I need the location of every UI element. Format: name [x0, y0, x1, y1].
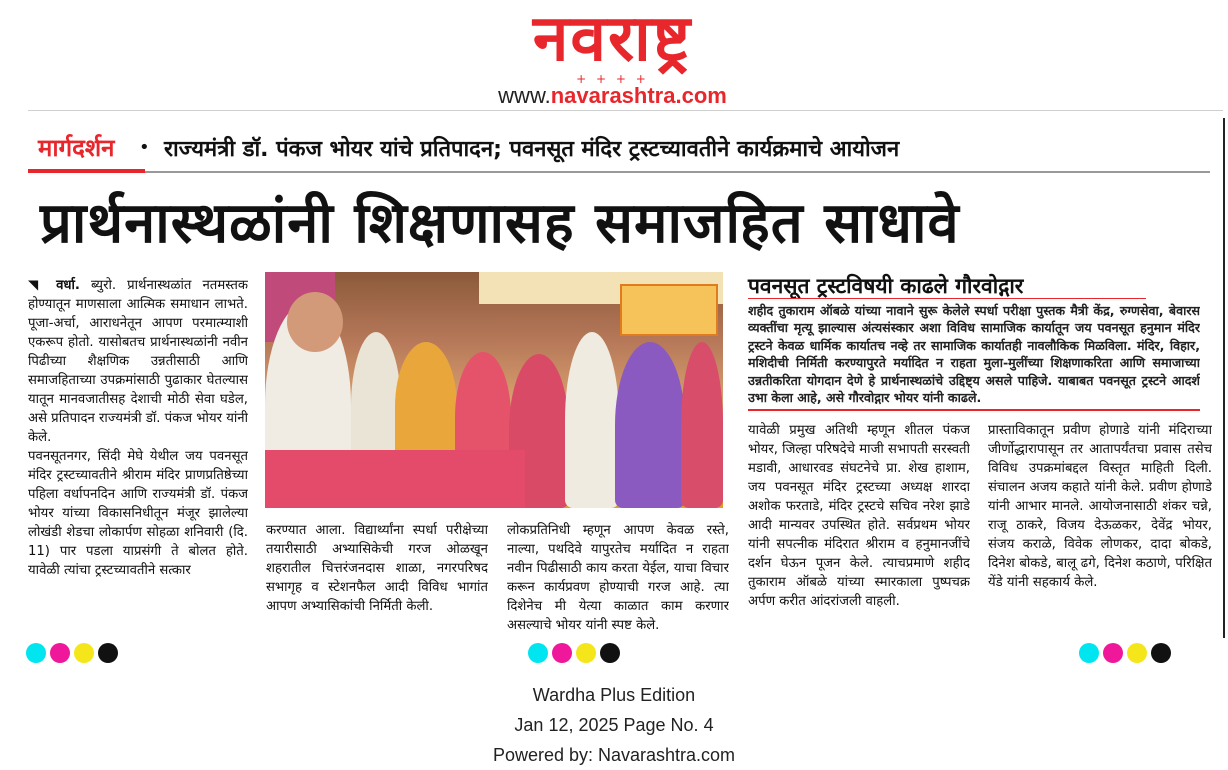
lead-paragraph	[28, 276, 248, 447]
magenta-mark	[1103, 643, 1123, 663]
article-column-5: प्रास्ताविकातून प्रवीण होणाडे यांनी मंदिराच्या जीर्णोद्धारापासून तर आतापर्यंतचा प्रवास तसेच विविध उपक्रमांबद्दल विस्तृत माहिती दिली. संचालन अजय कहाते यांनी केले. प्रवीण होणाडे यांनी आभार मानले. आयोजनासाठी शंकर चन्ने, राजू ठाकरे, विजय देऊळकर, देवेंद्र भोयर, संजय कराळे, विवेक लोणकर, दादा बोकडे, दिनेश बोकडे, बालू ढगे, दिनेश कठाणे, परिक्षित येंडे यांनी सहकार्य केले.	[988, 423, 1212, 590]
kicker-bullet: •	[139, 137, 150, 158]
page-footer	[0, 680, 1228, 770]
photo-person	[615, 342, 685, 508]
headline: प्रार्थनास्थळांनी शिक्षणासह समाजहित साधावे	[40, 190, 960, 256]
event-photo	[265, 272, 723, 508]
edition-label: Wardha Plus Edition	[532, 685, 696, 705]
black-mark	[98, 643, 118, 663]
article-column-3: लोकप्रतिनिधी म्हणून आपण केवळ रस्ते, नाल्या, पथदिवे यापुरतेच मर्यादित न राहता नवीन पिढीसाठी काय करता येईल, याचा विचार करून कार्यप्रवण होण्याची गरज आहे. त्या दिशेनेच मी येत्या काळात काम करणार असल्याचे भोयर यांनी स्पष्ट केले.	[507, 523, 729, 633]
kicker-tag: मार्गदर्शन	[38, 134, 115, 162]
box-bottom-rule	[748, 409, 1200, 411]
url-prefix: www.	[498, 83, 551, 108]
cyan-mark	[528, 643, 548, 663]
logo-stars: + + + +	[576, 72, 649, 86]
registration-marks-right	[1079, 643, 1175, 665]
box-text: शहीद तुकाराम ऑबळे यांच्या नावाने सुरू केलेले स्पर्धा परीक्षा पुस्तक मैत्री केंद्र, रुग्णसेवा, बेवारस व्यक्तींचा मृत्यू झाल्यास अंत्यसंस्कार अशा विविध सामाजिक कार्यातून जय पवनसूत हनुमान मंदिर ट्रस्टने केवळ धार्मिक कार्यातच नव्हे तर सामाजिक कार्यातही नावलौकिक मिळविला. मंदिर, विहार, मशिदीची निर्मिती करण्यापुरते मर्यादित न राहता मुला-मुलींच्या शिक्षणाकरिता आणि समाजाच्या उन्नतीकरिता योगदान देणे हे प्रार्थनास्थळांचे उद्दिष्ट्य असले पाहिजे. याबाबत पवनसूत ट्रस्टने आदर्श उभा केला आहे, असे गौरवोद्गार भोयर यांनी काढले.	[748, 303, 1200, 406]
cyan-mark	[26, 643, 46, 663]
article-column-4: यावेळी प्रमुख अतिथी म्हणून शीतल पंकज भोयर, जिल्हा परिषदेचे माजी सभापती सरस्वती मडावी, आधारवड संघटनेचे प्रा. शेख हाशाम, जय पवनसूत मंदिर ट्रस्टच्या अध्यक्ष शारदा अशोक फरताडे, मंदिर ट्रस्टचे सचिव नरेश झाडे आदी मान्यवर उपस्थित होते. सर्वप्रथम भोयर यांनी सपत्नीक मंदिरात श्रीराम व हनुमानजींचे दर्शन घेऊन पूजन केले. त्याचप्रमाणे शहीद तुकाराम ऑबळे यांच्या स्मारकाला पुष्पचक्र अर्पण करीत आंदरांजली वाहली.	[748, 423, 970, 609]
top-divider	[28, 110, 1223, 111]
right-column-rule	[1223, 118, 1225, 638]
photo-table	[265, 450, 525, 508]
black-mark	[1151, 643, 1171, 663]
masthead	[455, 4, 770, 108]
date-page-label: Jan 12, 2025 Page No. 4	[514, 715, 714, 735]
paragraph-2: पवनसूतनगर, सिंदी मेघे येथील जय पवनसूत मंदिर ट्रस्टच्यावतीने श्रीराम मंदिर प्राणप्रतिष्ठेच्या पहिला वर्धापनदिन आणि राज्यमंत्री डॉ. पंकज भोयर यांच्या विकासनिधीतून मंजूर झालेल्या लोखंडी शेडचा लोकार्पण सोहळा शनिवारी (दि. 11) पार पडला याप्रसंगी ते बोलत होते. यावेळी त्यांचा ट्रस्टच्यावतीने सत्कार	[28, 449, 248, 578]
box-title-rule	[748, 298, 1146, 299]
kicker-text: राज्यमंत्री डॉ. पंकज भोयर यांचे प्रतिपादन; पवनसूत मंदिर ट्रस्टच्यावतीने कार्यक्रमाचे आयोजन	[164, 137, 900, 162]
dateline-place: वर्धा.	[56, 278, 80, 293]
newspaper-logo: नवराष्ट्र	[532, 2, 693, 76]
dateline-arrow-icon: ◥	[28, 278, 45, 293]
box-title: पवनसूत ट्रस्टविषयी काढले गौरवोद्गार	[748, 274, 1024, 298]
powered-by-link[interactable]: Powered by: Navarashtra.com	[492, 745, 736, 765]
article-column-2: करण्यात आला. विद्यार्थ्यांना स्पर्धा परीक्षेच्या तयारीसाठी अभ्यासिकेची गरज ओळखून शहरातील चित्तरंजनदास शाळा, नगरपरिषद सभागृह व स्टेशनफैल आदी विविध भागांत आपण अभ्यासिकांची निर्मिती केली.	[266, 523, 488, 614]
magenta-mark	[552, 643, 572, 663]
yellow-mark	[1127, 643, 1147, 663]
registration-marks-left	[26, 643, 122, 665]
photo-person	[565, 332, 619, 508]
photo-banner	[620, 284, 718, 336]
black-mark	[600, 643, 620, 663]
article-column-1	[28, 276, 248, 641]
kicker-line	[28, 131, 1210, 175]
magenta-mark	[50, 643, 70, 663]
photo-person	[681, 342, 723, 508]
registration-marks-center	[528, 643, 624, 665]
lead-text: ब्युरो. प्रार्थनास्थळांत नतमस्तक होण्यातून माणसाला आत्मिक समाधान लाभते. पूजा-अर्चा, आराधनेतून आपण परमात्म्याशी एकरूप होतो. यासोबतच प्रार्थनास्थळांनी नवीन पिढीच्या शैक्षणिक उन्नतीसाठी आणि समाजहिताच्या उपक्रमांसाठी पुढाकार घेतल्यास यातून मानवजातीसह देशाची मोठी सेवा घडेल, असे प्रतिपादन राज्यमंत्री डॉ. पंकज भोयर यांनी केले.	[28, 278, 248, 445]
masthead-url	[455, 84, 770, 108]
kicker-tag-underline	[28, 169, 145, 173]
kicker-rule	[145, 171, 1210, 173]
yellow-mark	[74, 643, 94, 663]
url-domain: navarashtra.com	[550, 83, 727, 108]
cyan-mark	[1079, 643, 1099, 663]
yellow-mark	[576, 643, 596, 663]
photo-person	[287, 292, 343, 352]
